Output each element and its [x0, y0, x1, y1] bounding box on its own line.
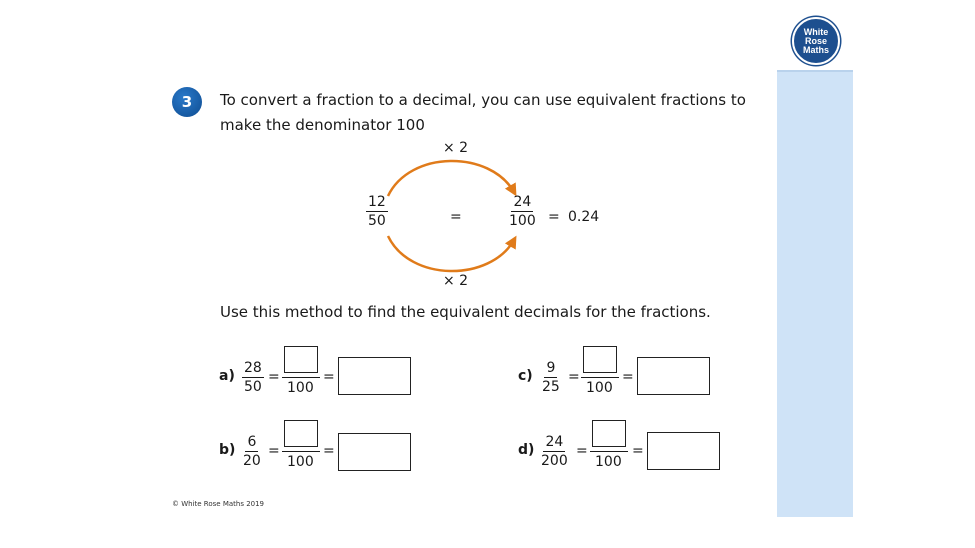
item-b-answer-input[interactable]	[338, 433, 411, 471]
denominator: 20	[243, 453, 261, 469]
item-b-equals-2: =	[323, 443, 335, 459]
question-number-badge: 3	[172, 87, 202, 117]
example-fraction-right	[509, 194, 536, 229]
item-b-label: b)	[219, 442, 236, 458]
item-d-equals: =	[576, 443, 588, 459]
top-arrow	[388, 161, 514, 196]
item-b-fraction-bar	[282, 451, 320, 452]
multiplier-top: × 2	[443, 140, 469, 156]
item-c-numerator-input[interactable]	[583, 346, 617, 373]
denominator: 50	[244, 379, 262, 395]
item-c-target-denominator: 100	[586, 380, 613, 396]
numerator: 24	[545, 434, 564, 450]
item-c-answer-input[interactable]	[637, 357, 710, 395]
logo-text-rose: Rose	[804, 35, 827, 46]
example-fraction-left	[366, 194, 388, 229]
item-a-answer-input[interactable]	[338, 357, 411, 395]
item-b-equals: =	[268, 443, 280, 459]
example-equals-2: =	[548, 209, 560, 225]
item-a-target-denominator: 100	[287, 380, 314, 396]
item-a-equals-2: =	[323, 369, 335, 385]
multiplier-bottom: × 2	[443, 273, 469, 289]
item-a-fraction-bar	[282, 377, 320, 378]
item-a-label: a)	[219, 368, 235, 384]
item-d-target-denominator: 100	[595, 454, 622, 470]
copyright-footer: © White Rose Maths 2019	[172, 500, 265, 508]
item-d-fraction-bar	[590, 451, 628, 452]
numerator: 6	[247, 434, 257, 450]
numerator: 24	[513, 194, 532, 210]
item-a-equals: =	[268, 369, 280, 385]
denominator: 25	[542, 379, 560, 395]
item-d-label: d)	[518, 442, 535, 458]
item-d-fraction	[541, 434, 568, 469]
example-decimal: 0.24	[568, 209, 600, 225]
denominator: 100	[509, 213, 536, 229]
instruction-text: Use this method to find the equivalent decimals for the fractions.	[220, 303, 711, 321]
bottom-arrow	[388, 236, 514, 271]
item-b-fraction	[243, 434, 261, 469]
item-d-answer-input[interactable]	[647, 432, 720, 470]
logo-text-maths: Maths	[802, 44, 829, 55]
item-c-fraction-bar	[581, 377, 619, 378]
denominator: 50	[368, 213, 386, 229]
example-equals: =	[450, 209, 462, 225]
intro-line-2: make the denominator 100	[220, 116, 425, 134]
item-c-label: c)	[518, 368, 533, 384]
item-c-equals-2: =	[622, 369, 634, 385]
item-a-fraction	[242, 360, 264, 395]
logo-text-white: White	[803, 26, 829, 37]
item-a-numerator-input[interactable]	[284, 346, 318, 373]
numerator: 12	[368, 194, 386, 210]
denominator: 200	[541, 453, 568, 469]
numerator: 9	[546, 360, 556, 376]
numerator: 28	[244, 360, 262, 376]
item-d-equals-2: =	[632, 443, 644, 459]
item-b-numerator-input[interactable]	[284, 420, 318, 447]
intro-line-1: To convert a fraction to a decimal, you can use equivalent fractions to	[220, 91, 746, 109]
item-c-equals: =	[568, 369, 580, 385]
item-d-numerator-input[interactable]	[592, 420, 626, 447]
item-b-target-denominator: 100	[287, 454, 314, 470]
item-c-fraction	[542, 360, 560, 395]
